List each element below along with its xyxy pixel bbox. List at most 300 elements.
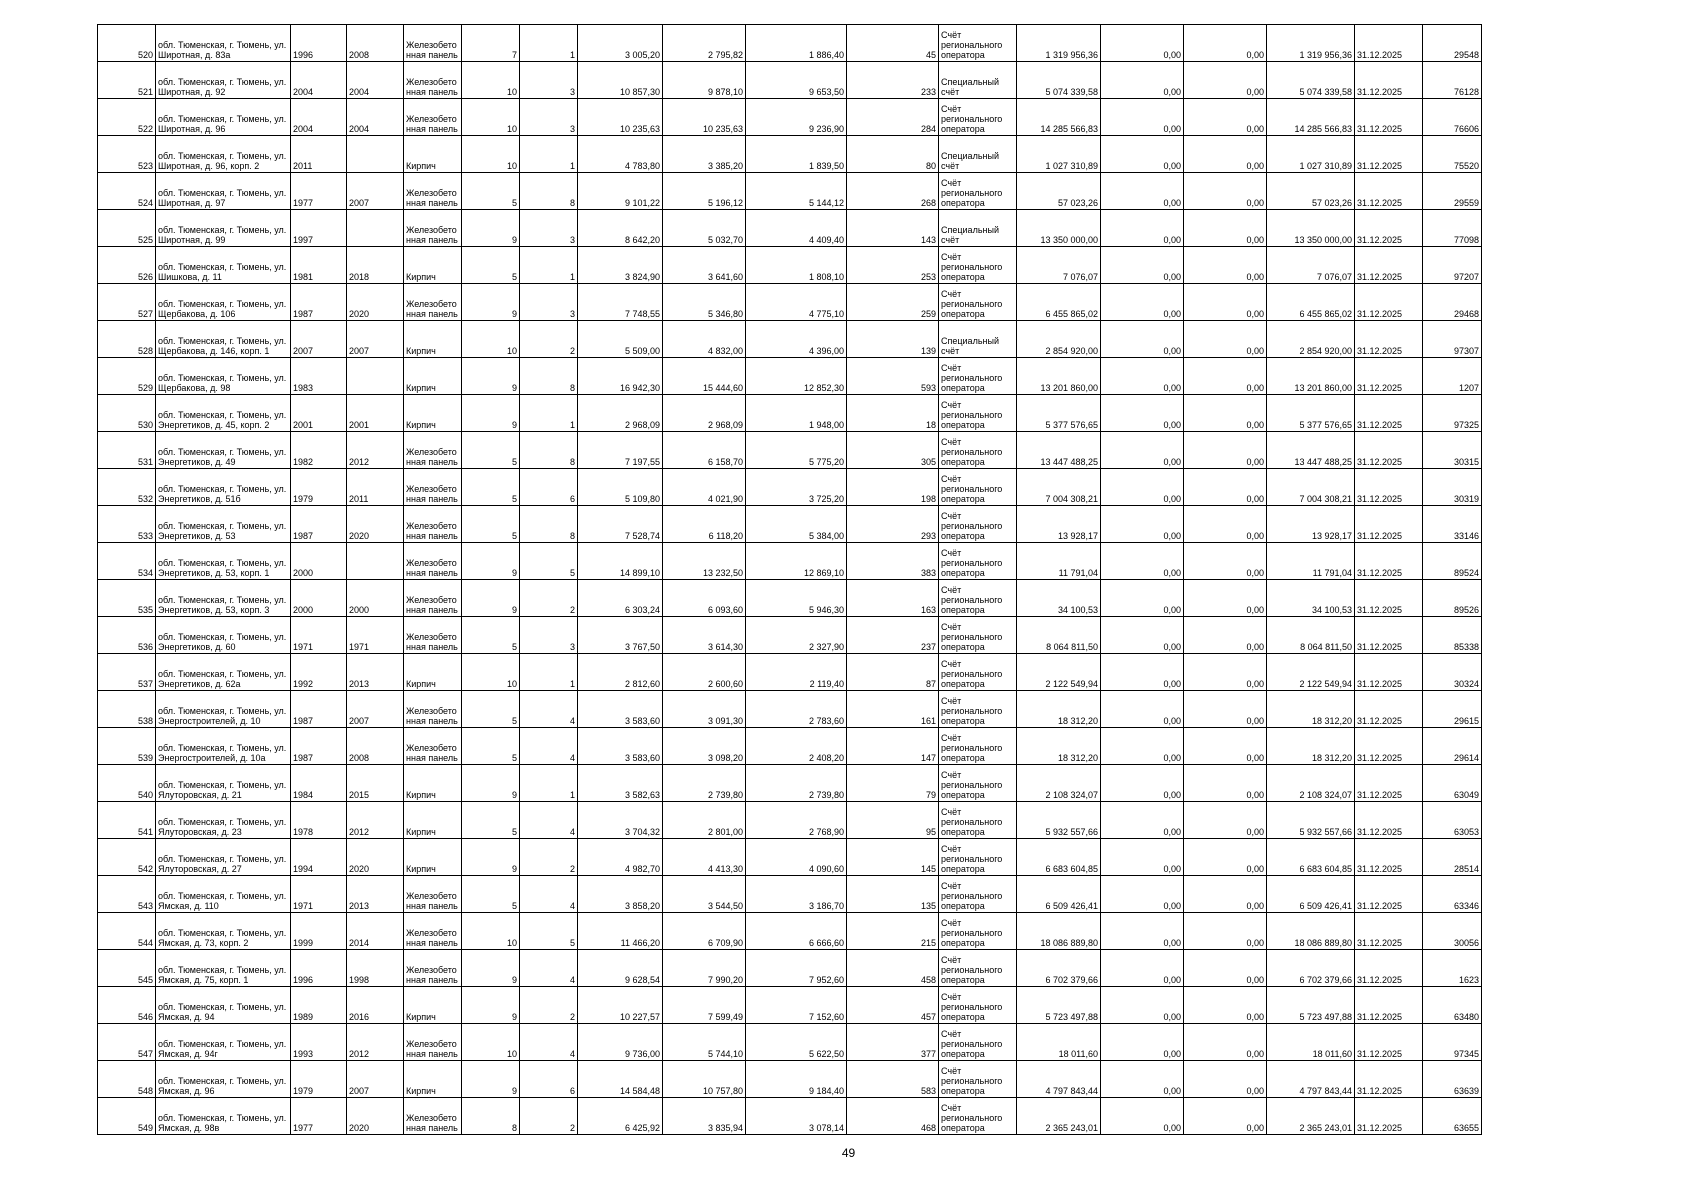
cell-year-built: 2001 [291, 395, 347, 432]
cell-deadline: 31.12.2025 [1355, 25, 1423, 62]
cell-col-d: 13 447 488,25 [1267, 432, 1355, 469]
cell-floors: 5 [462, 432, 520, 469]
cell-residential-area: 3 725,20 [746, 469, 847, 506]
cell-floors: 8 [462, 1098, 520, 1135]
cell-col-a: 13 350 000,00 [1017, 210, 1101, 247]
cell-total-area: 3 858,20 [578, 876, 663, 913]
cell-wall-material: Кирпич [404, 136, 462, 173]
cell-id: 29615 [1423, 691, 1482, 728]
cell-deadline: 31.12.2025 [1355, 1024, 1423, 1061]
cell-residential-area: 4 090,60 [746, 839, 847, 876]
cell-year-renov: 2000 [347, 580, 404, 617]
cell-col-d: 2 108 324,07 [1267, 765, 1355, 802]
cell-living-area: 2 600,60 [663, 654, 746, 691]
cell-id: 30324 [1423, 654, 1482, 691]
cell-address: обл. Тюменская, г. Тюмень, ул. Щербакова, д. 146, корп. 1 [156, 321, 291, 358]
table-row [98, 580, 1482, 617]
cell-entrances: 2 [520, 1098, 578, 1135]
cell-address: обл. Тюменская, г. Тюмень, ул. Энергетиков, д. 51б [156, 469, 291, 506]
cell-wall-material: Железобетонная панель [404, 1098, 462, 1135]
cell-col-a: 4 797 843,44 [1017, 1061, 1101, 1098]
cell-residential-area: 2 768,90 [746, 802, 847, 839]
cell-year-built: 1979 [291, 469, 347, 506]
cell-living-area: 3 641,60 [663, 247, 746, 284]
cell-id: 76606 [1423, 99, 1482, 136]
cell-floors: 9 [462, 358, 520, 395]
cell-floors: 9 [462, 395, 520, 432]
cell-num: 548 [98, 1061, 156, 1098]
cell-living-area: 2 968,09 [663, 395, 746, 432]
cell-residents: 253 [847, 247, 939, 284]
cell-col-c: 0,00 [1184, 25, 1267, 62]
cell-col-d: 6 509 426,41 [1267, 876, 1355, 913]
cell-fund-method: Счёт регионального оператора [939, 469, 1017, 506]
cell-year-renov: 2007 [347, 173, 404, 210]
cell-year-built: 1992 [291, 654, 347, 691]
cell-col-a: 2 122 549,94 [1017, 654, 1101, 691]
cell-residents: 377 [847, 1024, 939, 1061]
table-row [98, 950, 1482, 987]
cell-residents: 268 [847, 173, 939, 210]
cell-id: 30315 [1423, 432, 1482, 469]
cell-living-area: 5 744,10 [663, 1024, 746, 1061]
cell-deadline: 31.12.2025 [1355, 321, 1423, 358]
cell-entrances: 5 [520, 913, 578, 950]
cell-num: 534 [98, 543, 156, 580]
cell-deadline: 31.12.2025 [1355, 987, 1423, 1024]
table-row [98, 1098, 1482, 1135]
cell-wall-material: Железобетонная панель [404, 876, 462, 913]
cell-year-renov: 2004 [347, 99, 404, 136]
cell-year-renov: 2008 [347, 25, 404, 62]
cell-col-d: 6 702 379,66 [1267, 950, 1355, 987]
cell-entrances: 8 [520, 432, 578, 469]
cell-floors: 5 [462, 691, 520, 728]
cell-residents: 45 [847, 25, 939, 62]
cell-year-renov: 2014 [347, 913, 404, 950]
cell-living-area: 4 021,90 [663, 469, 746, 506]
cell-id: 63346 [1423, 876, 1482, 913]
cell-entrances: 1 [520, 25, 578, 62]
cell-residents: 293 [847, 506, 939, 543]
cell-floors: 10 [462, 654, 520, 691]
cell-total-area: 3 824,90 [578, 247, 663, 284]
cell-residential-area: 3 186,70 [746, 876, 847, 913]
cell-col-c: 0,00 [1184, 839, 1267, 876]
cell-col-b: 0,00 [1101, 25, 1184, 62]
cell-residential-area: 6 666,60 [746, 913, 847, 950]
cell-living-area: 9 878,10 [663, 62, 746, 99]
cell-col-d: 2 854 920,00 [1267, 321, 1355, 358]
cell-wall-material: Кирпич [404, 395, 462, 432]
cell-deadline: 31.12.2025 [1355, 617, 1423, 654]
cell-wall-material: Железобетонная панель [404, 432, 462, 469]
cell-col-b: 0,00 [1101, 802, 1184, 839]
cell-wall-material: Железобетонная панель [404, 469, 462, 506]
table-row [98, 321, 1482, 358]
cell-wall-material: Кирпич [404, 247, 462, 284]
cell-entrances: 1 [520, 395, 578, 432]
cell-entrances: 6 [520, 1061, 578, 1098]
cell-col-a: 13 447 488,25 [1017, 432, 1101, 469]
cell-address: обл. Тюменская, г. Тюмень, ул. Широтная, д. 83а [156, 25, 291, 62]
cell-year-renov: 2012 [347, 432, 404, 469]
cell-total-area: 5 109,80 [578, 469, 663, 506]
cell-deadline: 31.12.2025 [1355, 765, 1423, 802]
cell-deadline: 31.12.2025 [1355, 99, 1423, 136]
cell-col-b: 0,00 [1101, 543, 1184, 580]
cell-entrances: 4 [520, 950, 578, 987]
cell-address: обл. Тюменская, г. Тюмень, ул. Ямская, д. 94 [156, 987, 291, 1024]
cell-residential-area: 1 808,10 [746, 247, 847, 284]
cell-num: 524 [98, 173, 156, 210]
cell-fund-method: Счёт регионального оператора [939, 284, 1017, 321]
cell-residential-area: 5 622,50 [746, 1024, 847, 1061]
cell-fund-method: Счёт регионального оператора [939, 247, 1017, 284]
cell-col-a: 1 319 956,36 [1017, 25, 1101, 62]
cell-residential-area: 4 775,10 [746, 284, 847, 321]
cell-wall-material: Железобетонная панель [404, 913, 462, 950]
cell-fund-method: Счёт регионального оператора [939, 99, 1017, 136]
cell-col-c: 0,00 [1184, 728, 1267, 765]
cell-wall-material: Кирпич [404, 654, 462, 691]
cell-col-d: 18 086 889,80 [1267, 913, 1355, 950]
cell-entrances: 8 [520, 358, 578, 395]
cell-year-renov: 2011 [347, 469, 404, 506]
cell-year-built: 2004 [291, 62, 347, 99]
cell-year-renov: 2012 [347, 802, 404, 839]
cell-col-c: 0,00 [1184, 802, 1267, 839]
cell-col-c: 0,00 [1184, 506, 1267, 543]
cell-total-area: 6 303,24 [578, 580, 663, 617]
cell-num: 540 [98, 765, 156, 802]
cell-col-b: 0,00 [1101, 728, 1184, 765]
cell-col-a: 5 377 576,65 [1017, 395, 1101, 432]
cell-year-renov [347, 136, 404, 173]
cell-year-renov [347, 358, 404, 395]
table-row [98, 395, 1482, 432]
cell-col-b: 0,00 [1101, 1024, 1184, 1061]
table-row [98, 1024, 1482, 1061]
cell-deadline: 31.12.2025 [1355, 543, 1423, 580]
cell-residents: 458 [847, 950, 939, 987]
cell-entrances: 1 [520, 765, 578, 802]
cell-address: обл. Тюменская, г. Тюмень, ул. Щербакова, д. 98 [156, 358, 291, 395]
cell-col-b: 0,00 [1101, 839, 1184, 876]
cell-year-renov [347, 543, 404, 580]
cell-fund-method: Счёт регионального оператора [939, 358, 1017, 395]
cell-living-area: 15 444,60 [663, 358, 746, 395]
cell-id: 29559 [1423, 173, 1482, 210]
cell-year-renov: 2007 [347, 321, 404, 358]
cell-col-d: 57 023,26 [1267, 173, 1355, 210]
cell-year-built: 1987 [291, 691, 347, 728]
cell-address: обл. Тюменская, г. Тюмень, ул. Широтная, д. 92 [156, 62, 291, 99]
cell-address: обл. Тюменская, г. Тюмень, ул. Ялуторовская, д. 27 [156, 839, 291, 876]
cell-total-area: 6 425,92 [578, 1098, 663, 1135]
cell-col-d: 34 100,53 [1267, 580, 1355, 617]
cell-residential-area: 1 839,50 [746, 136, 847, 173]
table-body [98, 25, 1482, 1135]
cell-col-b: 0,00 [1101, 210, 1184, 247]
cell-wall-material: Кирпич [404, 358, 462, 395]
cell-col-b: 0,00 [1101, 617, 1184, 654]
cell-living-area: 5 032,70 [663, 210, 746, 247]
table-row [98, 728, 1482, 765]
cell-num: 538 [98, 691, 156, 728]
cell-col-a: 18 086 889,80 [1017, 913, 1101, 950]
cell-id: 97307 [1423, 321, 1482, 358]
table-row [98, 432, 1482, 469]
cell-col-c: 0,00 [1184, 987, 1267, 1024]
cell-floors: 9 [462, 839, 520, 876]
cell-deadline: 31.12.2025 [1355, 173, 1423, 210]
cell-entrances: 3 [520, 99, 578, 136]
cell-floors: 10 [462, 136, 520, 173]
cell-residential-area: 1 886,40 [746, 25, 847, 62]
cell-year-renov: 2018 [347, 247, 404, 284]
cell-entrances: 4 [520, 802, 578, 839]
cell-id: 1623 [1423, 950, 1482, 987]
cell-floors: 5 [462, 173, 520, 210]
cell-wall-material: Железобетонная панель [404, 506, 462, 543]
cell-col-d: 18 312,20 [1267, 691, 1355, 728]
cell-total-area: 3 583,60 [578, 728, 663, 765]
cell-total-area: 4 982,70 [578, 839, 663, 876]
cell-total-area: 8 642,20 [578, 210, 663, 247]
cell-deadline: 31.12.2025 [1355, 802, 1423, 839]
cell-year-built: 1996 [291, 950, 347, 987]
table-row [98, 210, 1482, 247]
cell-year-built: 1999 [291, 913, 347, 950]
cell-col-b: 0,00 [1101, 284, 1184, 321]
cell-col-d: 18 011,60 [1267, 1024, 1355, 1061]
cell-year-built: 1997 [291, 210, 347, 247]
cell-wall-material: Железобетонная панель [404, 25, 462, 62]
cell-year-renov: 2012 [347, 1024, 404, 1061]
cell-year-built: 1977 [291, 1098, 347, 1135]
cell-residents: 583 [847, 1061, 939, 1098]
cell-year-renov: 1971 [347, 617, 404, 654]
cell-col-b: 0,00 [1101, 321, 1184, 358]
cell-address: обл. Тюменская, г. Тюмень, ул. Ямская, д. 73, корп. 2 [156, 913, 291, 950]
cell-year-renov: 2007 [347, 1061, 404, 1098]
cell-living-area: 3 098,20 [663, 728, 746, 765]
cell-deadline: 31.12.2025 [1355, 284, 1423, 321]
table-row [98, 765, 1482, 802]
cell-entrances: 3 [520, 617, 578, 654]
cell-col-a: 57 023,26 [1017, 173, 1101, 210]
cell-col-c: 0,00 [1184, 765, 1267, 802]
cell-year-built: 2007 [291, 321, 347, 358]
cell-total-area: 5 509,00 [578, 321, 663, 358]
cell-num: 545 [98, 950, 156, 987]
cell-entrances: 5 [520, 543, 578, 580]
cell-num: 525 [98, 210, 156, 247]
cell-num: 523 [98, 136, 156, 173]
cell-living-area: 5 196,12 [663, 173, 746, 210]
cell-total-area: 14 584,48 [578, 1061, 663, 1098]
table-row [98, 839, 1482, 876]
cell-deadline: 31.12.2025 [1355, 876, 1423, 913]
cell-id: 63049 [1423, 765, 1482, 802]
cell-floors: 9 [462, 284, 520, 321]
cell-residents: 305 [847, 432, 939, 469]
cell-living-area: 3 614,30 [663, 617, 746, 654]
cell-total-area: 9 101,22 [578, 173, 663, 210]
cell-col-d: 7 004 308,21 [1267, 469, 1355, 506]
cell-address: обл. Тюменская, г. Тюмень, ул. Широтная, д. 96 [156, 99, 291, 136]
cell-entrances: 1 [520, 247, 578, 284]
table-row [98, 691, 1482, 728]
cell-year-built: 1994 [291, 839, 347, 876]
cell-residential-area: 2 739,80 [746, 765, 847, 802]
cell-id: 29614 [1423, 728, 1482, 765]
cell-col-d: 6 683 604,85 [1267, 839, 1355, 876]
cell-col-a: 18 312,20 [1017, 728, 1101, 765]
table-row [98, 543, 1482, 580]
cell-id: 97325 [1423, 395, 1482, 432]
cell-floors: 7 [462, 25, 520, 62]
cell-residents: 593 [847, 358, 939, 395]
cell-col-c: 0,00 [1184, 950, 1267, 987]
cell-year-renov: 2020 [347, 284, 404, 321]
cell-fund-method: Счёт регионального оператора [939, 876, 1017, 913]
cell-col-d: 8 064 811,50 [1267, 617, 1355, 654]
cell-floors: 9 [462, 543, 520, 580]
cell-year-renov: 2004 [347, 62, 404, 99]
cell-id: 63053 [1423, 802, 1482, 839]
cell-col-a: 1 027 310,89 [1017, 136, 1101, 173]
cell-living-area: 5 346,80 [663, 284, 746, 321]
cell-col-d: 1 319 956,36 [1267, 25, 1355, 62]
cell-col-c: 0,00 [1184, 1024, 1267, 1061]
cell-col-b: 0,00 [1101, 358, 1184, 395]
cell-col-a: 13 928,17 [1017, 506, 1101, 543]
cell-entrances: 3 [520, 62, 578, 99]
cell-year-built: 1983 [291, 358, 347, 395]
table-row [98, 173, 1482, 210]
cell-wall-material: Железобетонная панель [404, 173, 462, 210]
cell-living-area: 10 757,80 [663, 1061, 746, 1098]
cell-total-area: 3 582,63 [578, 765, 663, 802]
cell-col-c: 0,00 [1184, 173, 1267, 210]
cell-col-c: 0,00 [1184, 62, 1267, 99]
cell-fund-method: Счёт регионального оператора [939, 395, 1017, 432]
cell-year-built: 1989 [291, 987, 347, 1024]
cell-fund-method: Счёт регионального оператора [939, 173, 1017, 210]
cell-wall-material: Кирпич [404, 839, 462, 876]
cell-col-b: 0,00 [1101, 950, 1184, 987]
cell-num: 526 [98, 247, 156, 284]
cell-address: обл. Тюменская, г. Тюмень, ул. Ямская, д. 98в [156, 1098, 291, 1135]
cell-col-c: 0,00 [1184, 284, 1267, 321]
cell-col-b: 0,00 [1101, 987, 1184, 1024]
cell-fund-method: Счёт регионального оператора [939, 950, 1017, 987]
cell-entrances: 6 [520, 469, 578, 506]
cell-total-area: 9 628,54 [578, 950, 663, 987]
cell-deadline: 31.12.2025 [1355, 136, 1423, 173]
cell-floors: 10 [462, 99, 520, 136]
cell-col-a: 2 854 920,00 [1017, 321, 1101, 358]
cell-deadline: 31.12.2025 [1355, 1098, 1423, 1135]
cell-col-c: 0,00 [1184, 247, 1267, 284]
cell-wall-material: Железобетонная панель [404, 62, 462, 99]
cell-floors: 9 [462, 765, 520, 802]
cell-total-area: 4 783,80 [578, 136, 663, 173]
cell-col-d: 11 791,04 [1267, 543, 1355, 580]
cell-fund-method: Счёт регионального оператора [939, 580, 1017, 617]
cell-total-area: 10 235,63 [578, 99, 663, 136]
cell-wall-material: Кирпич [404, 321, 462, 358]
cell-deadline: 31.12.2025 [1355, 506, 1423, 543]
cell-deadline: 31.12.2025 [1355, 247, 1423, 284]
cell-fund-method: Счёт регионального оператора [939, 987, 1017, 1024]
cell-year-renov [347, 210, 404, 247]
cell-deadline: 31.12.2025 [1355, 580, 1423, 617]
cell-id: 85338 [1423, 617, 1482, 654]
cell-id: 63655 [1423, 1098, 1482, 1135]
cell-num: 546 [98, 987, 156, 1024]
cell-year-built: 1977 [291, 173, 347, 210]
cell-residential-area: 5 384,00 [746, 506, 847, 543]
cell-id: 30319 [1423, 469, 1482, 506]
cell-id: 29468 [1423, 284, 1482, 321]
cell-year-renov: 1998 [347, 950, 404, 987]
cell-deadline: 31.12.2025 [1355, 358, 1423, 395]
cell-residential-area: 4 409,40 [746, 210, 847, 247]
cell-residential-area: 2 119,40 [746, 654, 847, 691]
cell-residents: 198 [847, 469, 939, 506]
cell-address: обл. Тюменская, г. Тюмень, ул. Широтная, д. 96, корп. 2 [156, 136, 291, 173]
cell-year-built: 1987 [291, 506, 347, 543]
cell-col-b: 0,00 [1101, 395, 1184, 432]
cell-col-d: 13 201 860,00 [1267, 358, 1355, 395]
cell-year-built: 1984 [291, 765, 347, 802]
cell-address: обл. Тюменская, г. Тюмень, ул. Ямская, д. 96 [156, 1061, 291, 1098]
cell-living-area: 6 709,90 [663, 913, 746, 950]
cell-id: 76128 [1423, 62, 1482, 99]
cell-fund-method: Счёт регионального оператора [939, 839, 1017, 876]
cell-year-renov: 2008 [347, 728, 404, 765]
cell-living-area: 3 544,50 [663, 876, 746, 913]
cell-col-d: 13 928,17 [1267, 506, 1355, 543]
cell-deadline: 31.12.2025 [1355, 210, 1423, 247]
cell-num: 520 [98, 25, 156, 62]
cell-residents: 161 [847, 691, 939, 728]
cell-col-c: 0,00 [1184, 99, 1267, 136]
cell-total-area: 9 736,00 [578, 1024, 663, 1061]
cell-residents: 87 [847, 654, 939, 691]
cell-col-b: 0,00 [1101, 1098, 1184, 1135]
cell-year-built: 1971 [291, 876, 347, 913]
cell-id: 29548 [1423, 25, 1482, 62]
cell-col-b: 0,00 [1101, 876, 1184, 913]
cell-year-renov: 2013 [347, 654, 404, 691]
cell-floors: 5 [462, 247, 520, 284]
cell-entrances: 8 [520, 173, 578, 210]
cell-col-d: 5 932 557,66 [1267, 802, 1355, 839]
cell-residential-area: 9 184,40 [746, 1061, 847, 1098]
cell-fund-method: Счёт регионального оператора [939, 691, 1017, 728]
table-row [98, 913, 1482, 950]
cell-deadline: 31.12.2025 [1355, 950, 1423, 987]
cell-residential-area: 9 236,90 [746, 99, 847, 136]
cell-col-c: 0,00 [1184, 210, 1267, 247]
cell-living-area: 13 232,50 [663, 543, 746, 580]
cell-fund-method: Счёт регионального оператора [939, 1061, 1017, 1098]
cell-living-area: 4 413,30 [663, 839, 746, 876]
